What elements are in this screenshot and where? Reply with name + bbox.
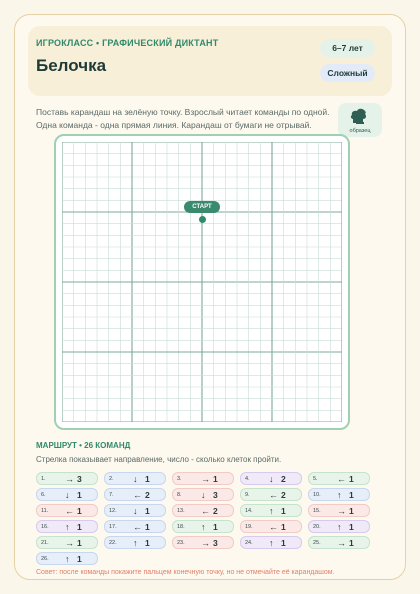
command-number: 18.	[177, 524, 185, 530]
command-steps: 1	[349, 538, 354, 548]
command-steps: 3	[77, 474, 82, 484]
direction-arrow-icon: →	[201, 538, 210, 548]
direction-arrow-icon: →	[337, 506, 346, 516]
command-number: 7.	[109, 492, 114, 498]
route-title: МАРШРУТ • 26 КОМАНД	[36, 441, 131, 450]
command-chip	[172, 520, 234, 533]
age-badge: 6–7 лет	[320, 39, 375, 57]
command-steps: 1	[281, 506, 286, 516]
direction-arrow-icon: ↑	[337, 522, 342, 532]
command-chip	[172, 488, 234, 501]
direction-arrow-icon: ↓	[201, 490, 206, 500]
command-number: 21.	[41, 540, 49, 546]
command-chip	[172, 536, 234, 549]
direction-arrow-icon: ↓	[65, 490, 70, 500]
direction-arrow-icon: ↑	[337, 490, 342, 500]
command-steps: 1	[349, 490, 354, 500]
command-chip	[104, 472, 166, 485]
command-steps: 1	[145, 506, 150, 516]
command-chip	[36, 536, 98, 549]
command-steps: 1	[281, 538, 286, 548]
squirrel-icon	[338, 105, 382, 129]
command-chip	[172, 472, 234, 485]
command-number: 5.	[313, 476, 318, 482]
command-chip	[308, 504, 370, 517]
page-title: Белочка	[36, 56, 107, 75]
command-chip	[240, 488, 302, 501]
start-label: СТАРТ	[184, 201, 220, 213]
direction-arrow-icon: →	[65, 474, 74, 484]
command-number: 16.	[41, 524, 49, 530]
command-steps: 2	[281, 490, 286, 500]
command-number: 11.	[41, 508, 49, 514]
command-steps: 1	[349, 522, 354, 532]
command-steps: 1	[213, 474, 218, 484]
direction-arrow-icon: ←	[337, 474, 346, 484]
direction-arrow-icon: →	[337, 538, 346, 548]
command-chip	[240, 536, 302, 549]
command-steps: 3	[213, 490, 218, 500]
command-steps: 1	[349, 506, 354, 516]
grid-lines	[62, 142, 342, 422]
direction-arrow-icon: ←	[269, 522, 278, 532]
command-steps: 1	[145, 538, 150, 548]
command-chip	[104, 504, 166, 517]
sample-label: образец	[349, 128, 371, 134]
eyebrow-label: ИГРОКЛАСС • ГРАФИЧЕСКИЙ ДИКТАНТ	[36, 38, 219, 48]
command-chip	[36, 488, 98, 501]
direction-arrow-icon: ↑	[201, 522, 206, 532]
command-number: 10.	[313, 492, 321, 498]
command-chip	[240, 504, 302, 517]
command-steps: 1	[145, 474, 150, 484]
command-steps: 3	[213, 538, 218, 548]
command-number: 12.	[109, 508, 117, 514]
command-chip	[172, 504, 234, 517]
command-chip	[240, 520, 302, 533]
command-chip	[104, 536, 166, 549]
command-chip	[308, 472, 370, 485]
command-steps: 2	[281, 474, 286, 484]
command-number: 23.	[177, 540, 185, 546]
direction-arrow-icon: ↓	[133, 506, 138, 516]
command-chip	[104, 488, 166, 501]
command-steps: 1	[213, 522, 218, 532]
command-chip	[104, 520, 166, 533]
sample-thumbnail[interactable]	[338, 103, 382, 137]
direction-arrow-icon: ↑	[65, 554, 70, 564]
command-steps: 1	[77, 490, 82, 500]
command-steps: 1	[77, 554, 82, 564]
command-number: 8.	[177, 492, 182, 498]
command-chip	[36, 552, 98, 565]
direction-arrow-icon: ←	[65, 506, 74, 516]
direction-arrow-icon: ←	[201, 506, 210, 516]
command-number: 2.	[109, 476, 114, 482]
command-number: 24.	[245, 540, 253, 546]
command-number: 4.	[245, 476, 250, 482]
command-steps: 1	[77, 506, 82, 516]
command-number: 3.	[177, 476, 182, 482]
command-steps: 1	[281, 522, 286, 532]
instructions-text: Поставь карандаш на зелёную точку. Взрослый читает команды по одной. Одна команда - одна прямая линия. Карандаш от бумаги не отрывай.	[36, 107, 330, 130]
direction-arrow-icon: ↓	[133, 474, 138, 484]
route-subtitle: Стрелка показывает направление, число - сколько клеток пройти.	[36, 455, 282, 464]
direction-arrow-icon: ↑	[269, 538, 274, 548]
direction-arrow-icon: ↑	[133, 538, 138, 548]
direction-arrow-icon: ←	[133, 490, 142, 500]
command-chip	[308, 488, 370, 501]
command-chip	[36, 520, 98, 533]
direction-arrow-icon: ↑	[269, 506, 274, 516]
direction-arrow-icon: ←	[269, 490, 278, 500]
command-steps: 1	[145, 522, 150, 532]
command-number: 1.	[41, 476, 46, 482]
command-chip	[240, 472, 302, 485]
command-number: 13.	[177, 508, 185, 514]
command-number: 17.	[109, 524, 117, 530]
command-number: 22.	[109, 540, 117, 546]
command-chip	[308, 536, 370, 549]
command-number: 15.	[313, 508, 321, 514]
tip-text: Совет: после команды покажите пальцем конечную точку, но не отмечайте её карандашом.	[36, 569, 335, 576]
command-number: 26.	[41, 556, 49, 562]
difficulty-badge: Сложный	[320, 64, 375, 82]
direction-arrow-icon: ↑	[65, 522, 70, 532]
direction-arrow-icon: →	[65, 538, 74, 548]
command-number: 25.	[313, 540, 321, 546]
command-number: 20.	[313, 524, 321, 530]
command-steps: 2	[213, 506, 218, 516]
command-steps: 1	[77, 522, 82, 532]
command-number: 9.	[245, 492, 250, 498]
command-chip	[36, 472, 98, 485]
direction-arrow-icon: ↓	[269, 474, 274, 484]
command-steps: 2	[145, 490, 150, 500]
start-dot[interactable]	[199, 216, 206, 223]
direction-arrow-icon: ←	[133, 522, 142, 532]
command-steps: 1	[349, 474, 354, 484]
command-chip	[36, 504, 98, 517]
command-steps: 1	[77, 538, 82, 548]
command-number: 19.	[245, 524, 253, 530]
command-number: 14.	[245, 508, 253, 514]
command-chip	[308, 520, 370, 533]
drawing-grid[interactable]	[54, 134, 350, 430]
command-number: 6.	[41, 492, 46, 498]
direction-arrow-icon: →	[201, 474, 210, 484]
